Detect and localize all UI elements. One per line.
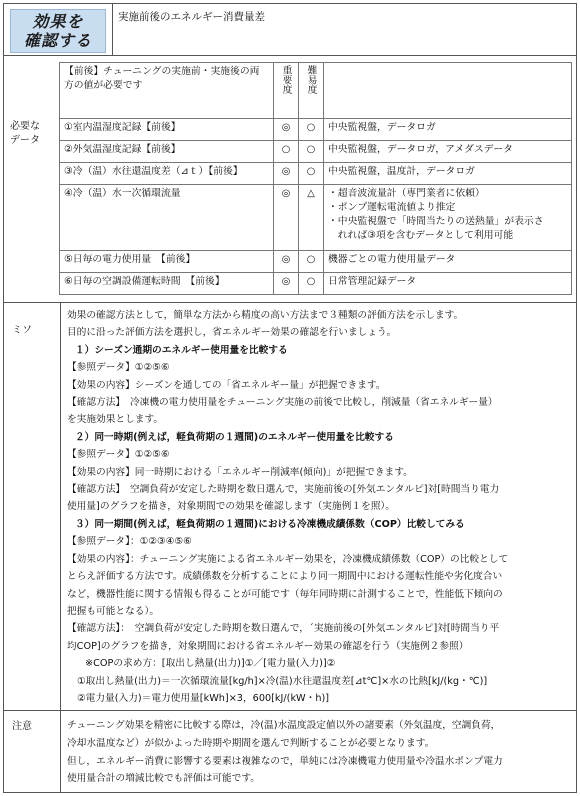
item-cell: ⑥日毎の空調設備運転時間 【前後】: [60, 273, 274, 295]
importance-cell: ◎: [274, 119, 299, 141]
formula-line: ※COPの求め方：[取出し熱量(出力)]①／[電力量(入力)]②: [85, 658, 336, 670]
source-header: [324, 63, 572, 119]
source-cell: [324, 185, 572, 251]
source-line: ・ポンプ運転電流値より推定: [328, 202, 456, 213]
difficulty-cell: ○: [299, 141, 324, 163]
required-data-section: [4, 56, 576, 302]
importance-cell: ◎: [274, 273, 299, 295]
table-row: [60, 141, 572, 163]
source-cell: 日常管理記録データ: [324, 273, 572, 295]
caution-line: 使用量合計の増減比較でも評価は可能です。: [67, 773, 260, 785]
badge-line-2: 確認する: [23, 31, 92, 50]
body-line: 均COP]のグラフを描き，対象期間における省エネルギー効果の確認を行う（実施例２参照）: [67, 640, 469, 652]
body-line: 【確認方法】 空調負荷が安定した時期を数日選んで，実施前後の[外気エンタルピ]対[時間当り電力: [67, 484, 500, 496]
body-line: 把握も可能となる）。: [67, 605, 160, 617]
header-note-line-1: 【前後】チューニングの実施前・実施後の両: [64, 66, 260, 77]
header-title: 実施前後のエネルギー消費量差: [118, 11, 265, 23]
key-points-body: [60, 303, 576, 711]
source-line: ・超音波流量計（専門業者に依頼）: [328, 188, 485, 199]
formula-line: ①取出し熱量(出力)＝一次循環流量[kg/h]×冷(温)水往還温度差[⊿t℃]×水の比熱[kJ/(kg・℃)]: [77, 675, 488, 687]
caution-label: 注意: [12, 721, 32, 732]
difficulty-cell: △: [299, 185, 324, 251]
item-cell: ①室内温湿度記録【前後】: [60, 119, 274, 141]
source-cell: 中央監視盤，データロガ，アメダスデータ: [324, 141, 572, 163]
importance-cell: ○: [274, 141, 299, 163]
importance-cell: ◎: [274, 251, 299, 273]
body-line: 【効果の内容】：チューニング実施による省エネルギー効果を，冷凍機成績係数（COP）の比較として: [67, 553, 509, 565]
body-line: 【効果の内容】同一時期における「エネルギー削減率(傾向)」が把握できます。: [67, 466, 413, 478]
table-header-row: [60, 63, 572, 119]
method-heading: ３）同一期間(例えば，軽負荷期の１週間)における冷凍機成績係数（COP）比較してみる: [75, 518, 465, 530]
difficulty-cell: ○: [299, 251, 324, 273]
caution-line: チューニング効果を精密に比較する際は，冷(温)水温度設定値以外の諸要素（外気温度，空調負荷，: [67, 720, 501, 731]
table-row: [60, 251, 572, 273]
badge-line-1: 効果を: [32, 12, 84, 31]
table-row: [60, 119, 572, 141]
header-divider: [112, 4, 113, 55]
body-line: とらえ評価する方法です。成績係数を分析することにより同一期間中における運転性能や劣化度合い: [67, 571, 503, 583]
required-data-table: [59, 62, 572, 295]
required-data-label-2: データ: [10, 135, 40, 146]
required-data-label-1: 必要な: [10, 121, 40, 132]
caution-body: [60, 711, 576, 793]
caution-line: 但し，エネルギー消費に影響する要素は複雑なので，単純には冷凍機電力使用量や冷温水ポンプ電力: [67, 755, 503, 767]
body-line: 目的に沿った評価方法を選択し，省エネルギー効果の確認を行いましょう。: [67, 327, 397, 339]
source-cell: 中央監視盤，温度計，データロガ: [324, 163, 572, 185]
source-cell: 中央監視盤，データロガ: [324, 119, 572, 141]
header-note-line-2: 方の値が必要です: [64, 80, 143, 91]
importance-header: 重要度: [274, 63, 299, 119]
method-heading: １）シーズン通期のエネルギー使用量を比較する: [75, 344, 288, 356]
body-line: を実施効果とします。: [67, 414, 164, 426]
difficulty-header: 難易度: [299, 63, 324, 119]
difficulty-cell: ○: [299, 119, 324, 141]
caution-section: [4, 710, 576, 792]
header-note-cell: [60, 63, 274, 119]
body-line: 【確認方法】： 空調負荷が安定した時期を数日選んで，´実施前後の[外気エンタルピ]対[時間当り平: [67, 623, 500, 635]
item-cell: ②外気温湿度記録【前後】: [60, 141, 274, 163]
source-line: れれば③項を含むデータとして利用可能: [328, 230, 514, 241]
method-heading: ２）同一時期(例えば，軽負荷期の１週間)のエネルギー使用量を比較する: [75, 431, 394, 443]
formula-line: ②電力量(入力)＝電力使用量[kWh]×3，600[kJ/(kW・h)]: [77, 692, 330, 704]
body-line: 使用量]のグラフを描き，対象期間での効果を確認します（実施例１を照）。: [67, 501, 395, 513]
item-cell: ⑤日毎の電力使用量 【前後】: [60, 251, 274, 273]
source-cell: 機器ごとの電力使用量データ: [324, 251, 572, 273]
source-line: ・中央監視盤で「時間当たりの送熱量」が表示さ: [328, 216, 544, 227]
importance-cell: ◎: [274, 185, 299, 251]
importance-cell: ◎: [274, 163, 299, 185]
header: [4, 4, 576, 56]
body-line: 【効果の内容】シーズンを通しての「省エネルギー量」が把握できます。: [67, 379, 386, 391]
key-points-label: ミソ: [12, 325, 32, 336]
body-line: 【確認方法】 冷凍機の電力使用量をチューニング実施の前後で比較し，削減量（省エネルギー量）: [67, 397, 498, 409]
body-line: 効果の確認方法として，簡単な方法から精度の高い方法まで３種類の評価方法を示します。: [67, 310, 464, 321]
difficulty-cell: ○: [299, 273, 324, 295]
body-line: 【参照データ】：①②③④⑤⑥: [67, 536, 192, 548]
item-cell: ④冷（温）水一次循環流量: [60, 185, 274, 251]
table-row: [60, 185, 572, 251]
key-points-section: [4, 302, 576, 710]
caution-line: 冷却水温度など）が似かよった時期や期間を選んで判断することが必要となります。: [67, 737, 435, 749]
table-row: [60, 163, 572, 185]
body-line: など，機器性能に関する情報も得ることが可能です（毎年同時期に計測することで，性能低下傾向の: [67, 588, 503, 600]
table-row: [60, 273, 572, 295]
difficulty-cell: ○: [299, 163, 324, 185]
body-line: 【参照データ】①②⑤⑥: [67, 449, 170, 461]
effect-check-sheet: [3, 3, 577, 793]
section-badge: [10, 9, 106, 53]
item-cell: ③冷（温）水往還温度差（⊿ｔ）【前後】: [60, 163, 274, 185]
body-line: 【参照データ】①②⑤⑥: [67, 362, 170, 374]
